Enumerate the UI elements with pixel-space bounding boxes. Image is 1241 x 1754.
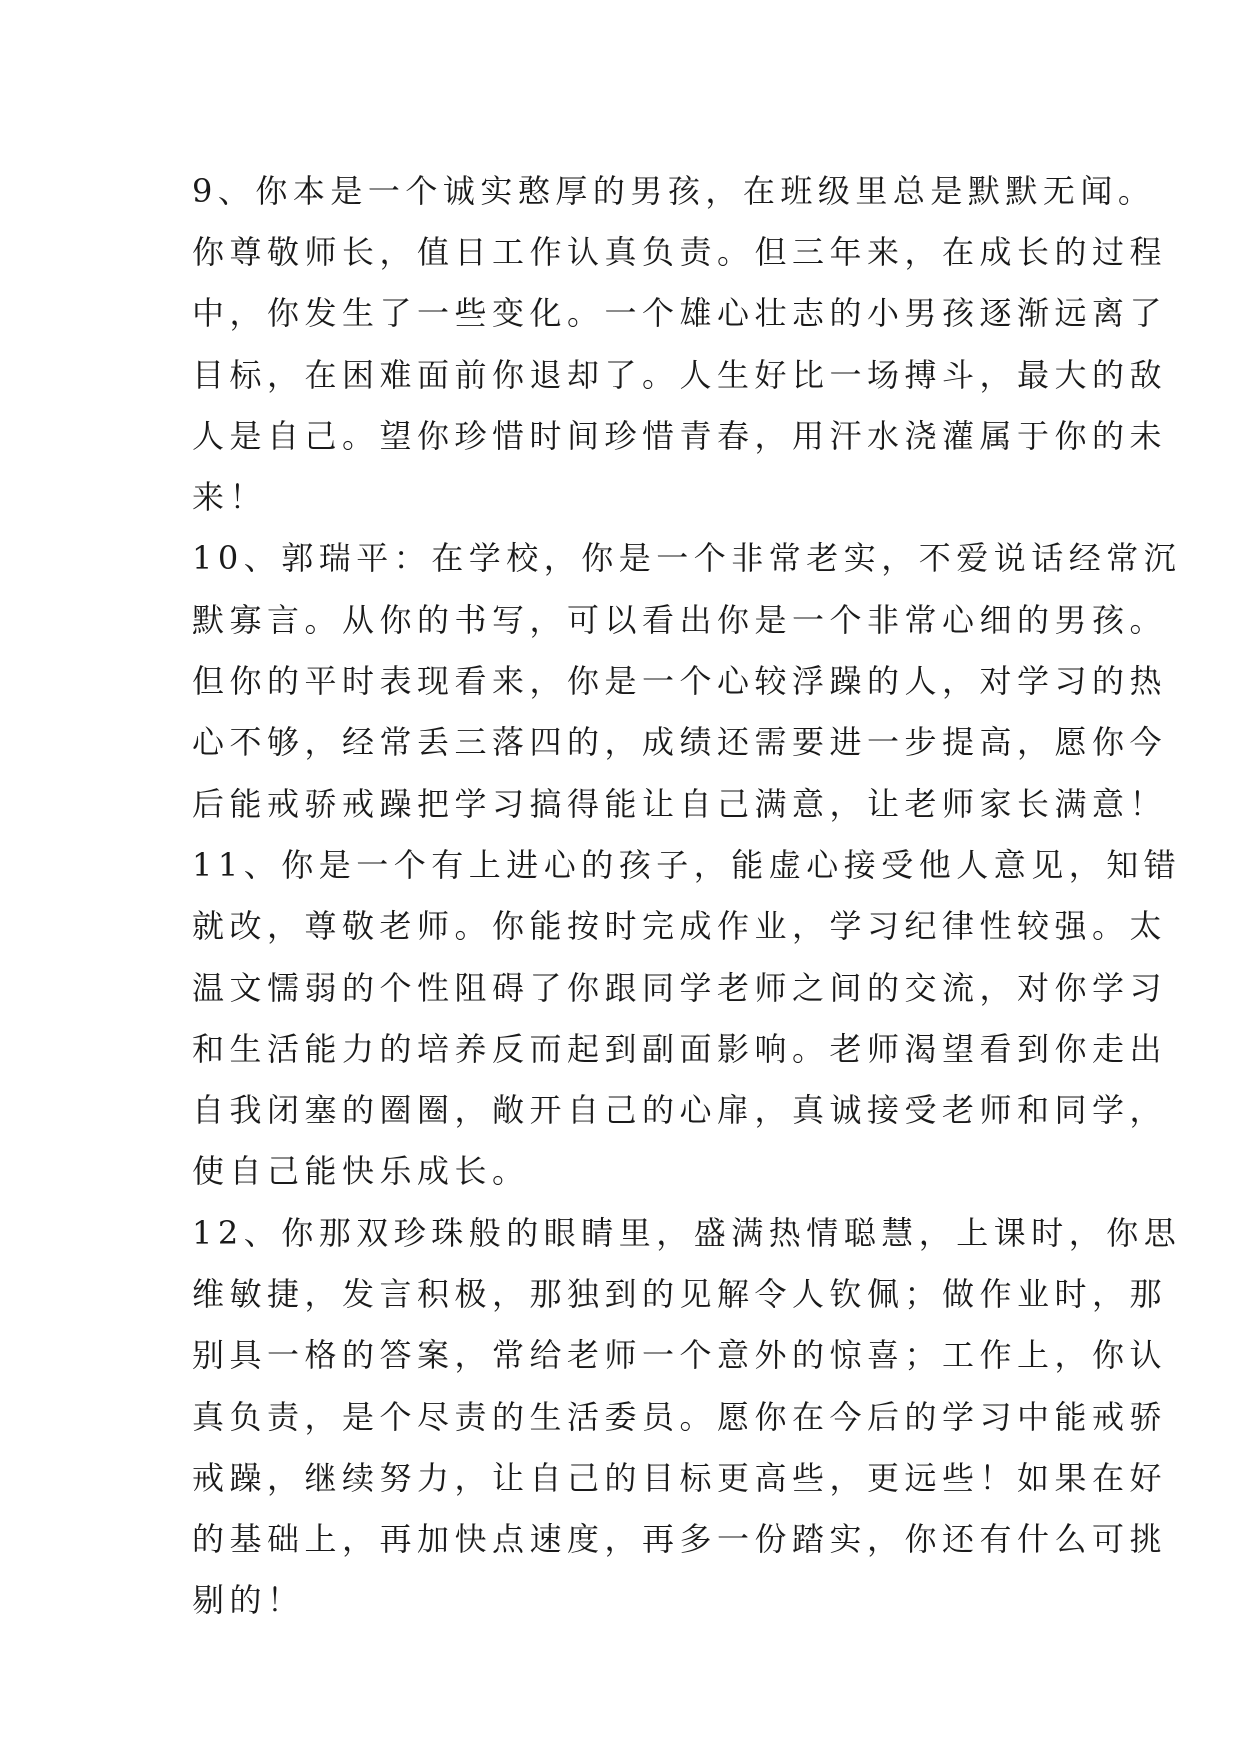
text-line: 自我闭塞的圈圈，敞开自己的心扉，真诚接受老师和同学， — [192, 1091, 1168, 1130]
text-line: 中，你发生了一些变化。一个雄心壮志的小男孩逐渐远离了 — [192, 294, 1168, 333]
text-line: 12、你那双珍珠般的眼睛里，盛满热情聪慧，上课时，你思 — [192, 1213, 1182, 1252]
text-line: 就改，尊敬老师。你能按时完成作业，学习纪律性较强。太 — [192, 907, 1168, 946]
text-line: 11、你是一个有上进心的孩子，能虚心接受他人意见，知错 — [192, 845, 1182, 884]
text-line: 戒躁，继续努力，让自己的目标更高些，更远些！如果在好 — [192, 1458, 1168, 1497]
text-line: 的基础上，再加快点速度，再多一份踏实，你还有什么可挑 — [192, 1520, 1168, 1559]
text-line: 剔的！ — [192, 1581, 305, 1620]
text-line: 但你的平时表现看来，你是一个心较浮躁的人，对学习的热 — [192, 662, 1168, 701]
text-line: 目标，在困难面前你退却了。人生好比一场搏斗，最大的敌 — [192, 355, 1168, 394]
text-line: 维敏捷，发言积极，那独到的见解令人钦佩；做作业时，那 — [192, 1274, 1168, 1313]
text-line: 后能戒骄戒躁把学习搞得能让自己满意，让老师家长满意！ — [192, 784, 1168, 823]
paragraph-9 — [192, 158, 1168, 526]
text-line: 你尊敬师长，值日工作认真负责。但三年来，在成长的过程 — [192, 232, 1168, 271]
text-line: 真负责，是个尽责的生活委员。愿你在今后的学习中能戒骄 — [192, 1397, 1168, 1436]
text-line: 和生活能力的培养反而起到副面影响。老师渴望看到你走出 — [192, 1029, 1168, 1068]
text-line: 心不够，经常丢三落四的，成绩还需要进一步提高，愿你今 — [192, 723, 1168, 762]
text-line: 人是自己。望你珍惜时间珍惜青春，用汗水浇灌属于你的未 — [192, 416, 1168, 455]
paragraph-11 — [192, 832, 1182, 1200]
text-line: 10、郭瑞平：在学校，你是一个非常老实，不爱说话经常沉 — [192, 539, 1182, 578]
paragraph-12 — [192, 1200, 1182, 1629]
text-line: 默寡言。从你的书写，可以看出你是一个非常心细的男孩。 — [192, 600, 1168, 639]
document-body — [192, 158, 1182, 1629]
paragraph-10 — [192, 526, 1182, 832]
text-line: 温文懦弱的个性阻碍了你跟同学老师之间的交流，对你学习 — [192, 968, 1168, 1007]
text-line: 使自己能快乐成长。 — [192, 1152, 530, 1191]
text-line: 别具一格的答案，常给老师一个意外的惊喜；工作上，你认 — [192, 1336, 1168, 1375]
text-line: 来！ — [192, 478, 268, 517]
text-line: 9、你本是一个诚实憨厚的男孩，在班级里总是默默无闻。 — [192, 171, 1156, 210]
